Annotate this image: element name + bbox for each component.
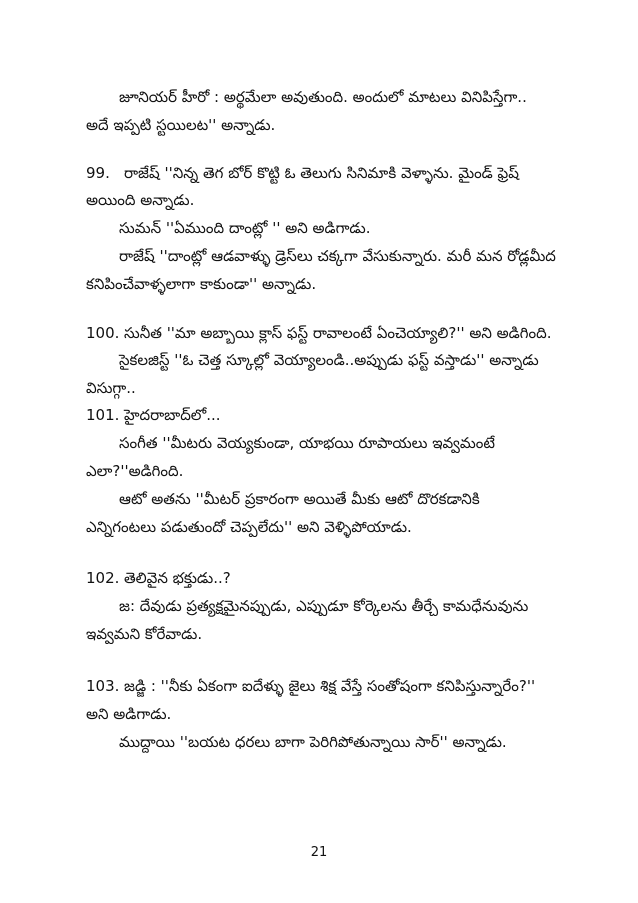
item-number: 102. — [86, 569, 120, 587]
text-line: సుమన్ ''ఏముంది దాంట్లో '' అని అడిగాడు. — [119, 219, 371, 237]
item-number: 101. — [86, 406, 120, 424]
text-line: తెలివైన భక్తుడు..? — [124, 569, 231, 587]
text-line: కనిపించేవాళ్ళలాగా కాకుండా'' అన్నాడు. — [86, 275, 317, 293]
text-line: హైదరాబాద్‌లో... — [124, 406, 221, 424]
text-line: సునీత ''మా అబ్బాయి క్లాస్ ఫస్ట్ రావాలంటే ఏంచెయ్యాలి?'' అని అడిగింది. — [124, 324, 552, 342]
text-line: ఇవ్వమని కోరేవాడు. — [86, 625, 203, 643]
item-number: 100. — [86, 324, 120, 342]
item-number: 99. — [86, 164, 110, 182]
text-line: విసుగ్గా.. — [86, 379, 136, 397]
text-line: ఎలా?''అడిగింది. — [86, 462, 184, 480]
text-line: రాజేష్ ''దాంట్లో ఆడవాళ్ళు డ్రెస్‌లు చక్కగా వేసుకున్నారు. మరీ మన రోడ్లమీద — [119, 247, 556, 265]
page-number: 21 — [310, 845, 328, 860]
text-line: ముద్దాయి ''బయట ధరలు బాగా పెరిగిపోతున్నాయి సార్'' అన్నాడు. — [119, 733, 507, 751]
text-line: జూనియర్ హీరో : అర్థమేలా అవుతుంది. అందులో మాటలు వినిపిస్తేగా.. — [119, 88, 527, 106]
text-line: అదే ఇప్పటి స్టయిలట'' అన్నాడు. — [86, 116, 276, 134]
text-line: అని అడిగాడు. — [86, 705, 172, 723]
item-number: 103. — [86, 677, 120, 695]
text-line: జ: దేవుడు ప్రత్యక్షమైనప్పుడు, ఎప్పుడూ కోర్కెలను తీర్చే కామధేనువును — [119, 597, 529, 615]
text-line: ఎన్నిగంటలు పడుతుందో చెప్పలేదు'' అని వెళ్ళిపోయాడు. — [86, 518, 412, 536]
text-line: రాజేష్ ''నిన్న తెగ బోర్ కొట్టి ఓ తెలుగు సినిమాకి వెళ్ళాను. మైండ్ ఫ్రెష్ — [124, 164, 519, 182]
text-line: సంగీత ''మీటరు వెయ్యకుండా, యాభయి రూపాయలు ఇవ్వమంటే — [119, 434, 495, 452]
text-line: జడ్జి : ''నీకు ఏకంగా ఐదేళ్ళు జైలు శిక్ష వేస్తే సంతోషంగా కనిపిస్తున్నారేం?'' — [124, 677, 536, 695]
text-line: సైకలజిస్ట్ ''ఓ చెత్త స్కూల్లో వెయ్యాలండి..అప్పుడు ఫస్ట్ వస్తాడు'' అన్నాడు — [119, 351, 539, 369]
text-line: ఆటో అతను ''మీటర్ ప్రకారంగా అయితే మీకు ఆటో దొరకడానికి — [119, 490, 480, 508]
text-line: అయింది అన్నాడు. — [86, 191, 195, 209]
